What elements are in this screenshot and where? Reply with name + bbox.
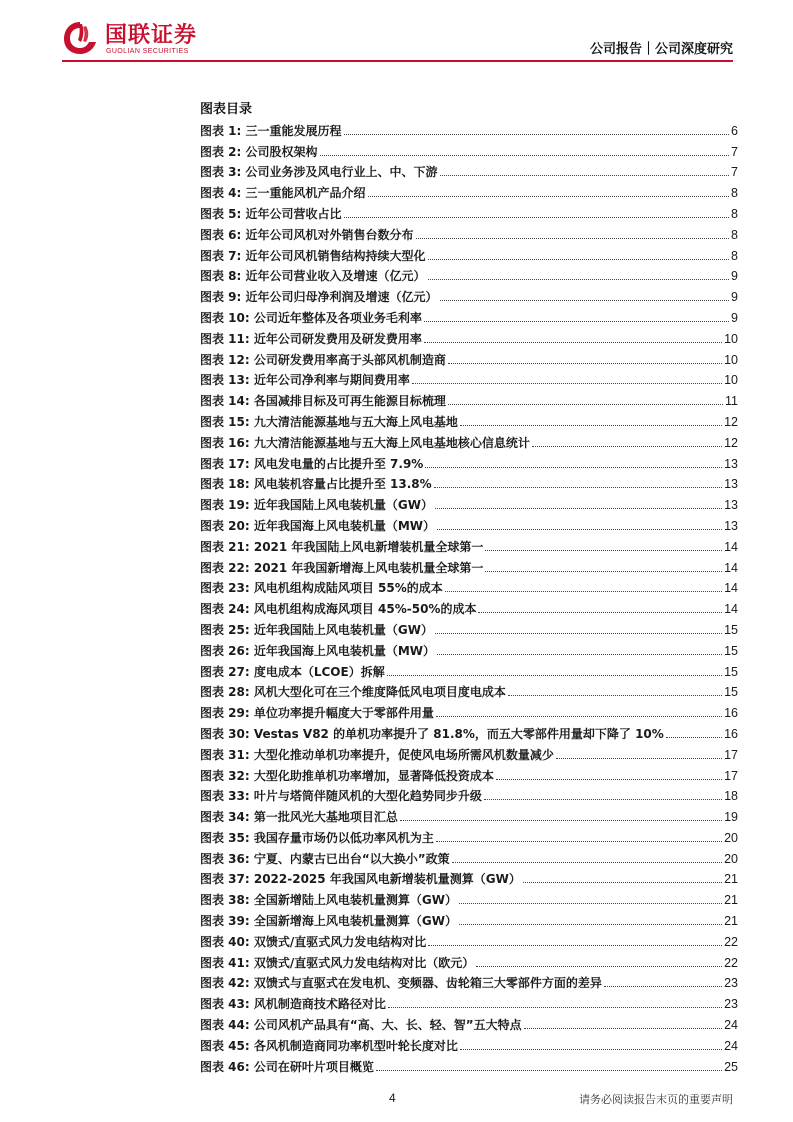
toc-entry-label: 图表 35: 我国存量市场仍以低功率风机为主 <box>200 830 434 845</box>
toc-entry-page: 14 <box>724 602 738 617</box>
toc-entry[interactable] <box>200 430 738 451</box>
toc-dot-leader <box>532 446 722 447</box>
toc-entry-page: 15 <box>724 622 738 637</box>
toc-entry[interactable] <box>200 887 738 908</box>
toc-entry-page: 17 <box>724 768 738 783</box>
toc-entry-label: 图表 1: 三一重能发展历程 <box>200 123 342 138</box>
toc-entry[interactable] <box>200 596 738 617</box>
footer-disclaimer: 请务必阅读报告末页的重要声明 <box>579 1093 733 1106</box>
toc-dot-leader <box>428 259 730 260</box>
toc-entry[interactable] <box>200 991 738 1012</box>
toc-entry-label: 图表 10: 公司近年整体及各项业务毛利率 <box>200 310 422 325</box>
toc-entry-label: 图表 31: 大型化推动单机功率提升，促使风电场所需风机数量减少 <box>200 747 554 762</box>
toc-dot-leader <box>344 217 730 218</box>
toc-entry[interactable] <box>200 576 738 597</box>
toc-entry-page: 6 <box>731 123 738 138</box>
toc-dot-leader <box>440 300 730 301</box>
toc-dot-leader <box>437 529 722 530</box>
logo-chinese-name: 国联证券 <box>105 23 198 48</box>
toc-entry[interactable] <box>200 908 738 929</box>
toc-entry-label: 图表 26: 近年我国海上风电装机量（MW） <box>200 643 436 658</box>
toc-entry[interactable] <box>200 409 738 430</box>
toc-entry-label: 图表 12: 公司研发费用率高于头部风机制造商 <box>200 352 446 367</box>
toc-dot-leader <box>478 612 722 613</box>
toc-entry[interactable] <box>200 659 738 680</box>
toc-entry-page: 15 <box>724 685 738 700</box>
toc-dot-leader <box>484 799 722 800</box>
toc-dot-leader <box>437 654 722 655</box>
toc-dot-leader <box>425 467 722 468</box>
toc-entry[interactable] <box>200 368 738 389</box>
toc-entry-label: 图表 43: 风机制造商技术路径对比 <box>200 997 386 1012</box>
toc-entry-label: 图表 38: 全国新增陆上风电装机量测算（GW） <box>200 893 457 908</box>
toc-dot-leader <box>416 238 730 239</box>
toc-entry[interactable] <box>200 305 738 326</box>
toc-entry[interactable] <box>200 763 738 784</box>
toc-entry[interactable] <box>200 1054 738 1075</box>
toc-entry-page: 12 <box>724 414 738 429</box>
toc-entry-page: 23 <box>724 997 738 1012</box>
toc-entry[interactable] <box>200 326 738 347</box>
toc-entry-page: 10 <box>724 373 738 388</box>
toc-entry[interactable] <box>200 867 738 888</box>
toc-entry[interactable] <box>200 1012 738 1033</box>
page-number: 4 <box>389 1091 396 1105</box>
toc-dot-leader <box>320 155 730 156</box>
toc-entry[interactable] <box>200 201 738 222</box>
toc-dot-leader <box>428 945 722 946</box>
toc-dot-leader <box>556 758 722 759</box>
toc-entry-page: 9 <box>731 269 738 284</box>
toc-entry[interactable] <box>200 617 738 638</box>
toc-entry-page: 21 <box>724 914 738 929</box>
toc-entry-page: 11 <box>725 394 738 409</box>
toc-entry-label: 图表 42: 双馈式与直驱式在发电机、变频器、齿轮箱三大零部件方面的差异 <box>200 976 602 991</box>
report-type-label: 公司报告｜公司深度研究 <box>589 42 733 57</box>
toc-dot-leader <box>388 1007 722 1008</box>
toc-entry-page: 7 <box>731 144 738 159</box>
toc-entry-label: 图表 9: 近年公司归母净利润及增速（亿元） <box>200 290 438 305</box>
toc-entry-page: 8 <box>731 248 738 263</box>
toc-dot-leader <box>428 279 730 280</box>
toc-dot-leader <box>424 321 729 322</box>
toc-entry-page: 13 <box>724 498 738 513</box>
toc-entry[interactable] <box>200 388 738 409</box>
toc-entry-label: 图表 39: 全国新增海上风电装机量测算（GW） <box>200 914 457 929</box>
toc-dot-leader <box>460 425 722 426</box>
guolian-logo-icon <box>62 20 98 56</box>
toc-entry-label: 图表 19: 近年我国陆上风电装机量（GW） <box>200 498 433 513</box>
toc-entry-label: 图表 44: 公司风机产品具有“高、大、长、轻、智”五大特点 <box>200 1018 522 1033</box>
toc-entry-label: 图表 34: 第一批风光大基地项目汇总 <box>200 810 398 825</box>
toc-entry-label: 图表 17: 风电发电量的占比提升至 7.9% <box>200 456 424 471</box>
toc-entry-label: 图表 36: 宁夏、内蒙古已出台“以大换小”政策 <box>200 851 450 866</box>
toc-dot-leader <box>485 571 722 572</box>
toc-entry-label: 图表 15: 九大清洁能源基地与五大海上风电基地 <box>200 414 458 429</box>
toc-dot-leader <box>400 820 722 821</box>
toc-dot-leader <box>459 903 722 904</box>
toc-entry-label: 图表 11: 近年公司研发费用及研发费用率 <box>200 331 422 346</box>
toc-dot-leader <box>436 716 722 717</box>
toc-dot-leader <box>376 1070 722 1071</box>
toc-dot-leader <box>436 841 722 842</box>
toc-entry-label: 图表 24: 风电机组构成海风项目 45%-50%的成本 <box>200 602 477 617</box>
toc-entry-page: 13 <box>724 518 738 533</box>
toc-dot-leader <box>445 591 722 592</box>
toc-entry[interactable] <box>200 139 738 160</box>
toc-entry[interactable] <box>200 825 738 846</box>
toc-entry-page: 14 <box>724 560 738 575</box>
toc-entry-page: 21 <box>724 893 738 908</box>
toc-entry[interactable] <box>200 180 738 201</box>
toc-entry-label: 图表 30: Vestas V82 的单机功率提升了 81.8%，而五大零部件用量却下降了 10% <box>200 726 664 741</box>
toc-entry-label: 图表 6: 近年公司风机对外销售台数分布 <box>200 227 414 242</box>
toc-list <box>200 118 738 1075</box>
toc-entry[interactable] <box>200 804 738 825</box>
toc-entry-page: 20 <box>724 830 738 845</box>
toc-entry-label: 图表 27: 度电成本（LCOE）拆解 <box>200 664 385 679</box>
toc-dot-leader <box>496 779 722 780</box>
toc-entry-label: 图表 25: 近年我国陆上风电装机量（GW） <box>200 622 433 637</box>
toc-dot-leader <box>452 862 722 863</box>
toc-entry[interactable] <box>200 472 738 493</box>
toc-entry-page: 22 <box>724 934 738 949</box>
toc-dot-leader <box>485 550 722 551</box>
toc-dot-leader <box>448 404 723 405</box>
toc-dot-leader <box>412 383 722 384</box>
toc-entry[interactable] <box>200 243 738 264</box>
toc-entry-label: 图表 3: 公司业务涉及风电行业上、中、下游 <box>200 165 438 180</box>
toc-entry-page: 20 <box>724 851 738 866</box>
toc-entry-label: 图表 37: 2022-2025 年我国风电新增装机量测算（GW） <box>200 872 521 887</box>
toc-entry[interactable] <box>200 492 738 513</box>
toc-dot-leader <box>424 342 722 343</box>
toc-entry-page: 25 <box>724 1059 738 1074</box>
toc-entry-page: 15 <box>724 664 738 679</box>
toc-entry[interactable] <box>200 534 738 555</box>
toc-entry-page: 13 <box>724 477 738 492</box>
toc-entry-label: 图表 8: 近年公司营业收入及增速（亿元） <box>200 269 426 284</box>
toc-entry-label: 图表 28: 风机大型化可在三个维度降低风电项目度电成本 <box>200 685 506 700</box>
toc-entry-label: 图表 45: 各风机制造商同功率机型叶轮长度对比 <box>200 1038 458 1053</box>
toc-entry-page: 18 <box>724 789 738 804</box>
toc-entry-page: 19 <box>724 810 738 825</box>
header-divider <box>62 60 733 62</box>
toc-dot-leader <box>666 737 722 738</box>
toc-entry[interactable] <box>200 513 738 534</box>
toc-entry[interactable] <box>200 118 738 139</box>
toc-dot-leader <box>387 675 722 676</box>
toc-dot-leader <box>448 363 722 364</box>
toc-entry-page: 9 <box>731 310 738 325</box>
toc-dot-leader <box>476 966 722 967</box>
toc-entry[interactable] <box>200 555 738 576</box>
toc-entry[interactable] <box>200 784 738 805</box>
toc-entry[interactable] <box>200 846 738 867</box>
toc-dot-leader <box>460 1049 722 1050</box>
toc-dot-leader <box>435 633 722 634</box>
toc-entry-page: 8 <box>731 186 738 201</box>
toc-dot-leader <box>508 695 722 696</box>
toc-entry-page: 8 <box>731 206 738 221</box>
toc-entry-page: 14 <box>724 581 738 596</box>
toc-entry-label: 图表 20: 近年我国海上风电装机量（MW） <box>200 518 436 533</box>
toc-entry-label: 图表 29: 单位功率提升幅度大于零部件用量 <box>200 706 434 721</box>
page-header <box>0 0 793 62</box>
toc-entry-page: 17 <box>724 747 738 762</box>
toc-entry-label: 图表 7: 近年公司风机销售结构持续大型化 <box>200 248 426 263</box>
toc-entry[interactable] <box>200 700 738 721</box>
toc-entry-page: 21 <box>724 872 738 887</box>
toc-entry-label: 图表 41: 双馈式/直驱式风力发电结构对比（欧元） <box>200 955 475 970</box>
toc-entry-label: 图表 32: 大型化助推单机功率增加，显著降低投资成本 <box>200 768 494 783</box>
toc-entry[interactable] <box>200 264 738 285</box>
toc-title: 图表目录 <box>200 102 253 117</box>
toc-entry-label: 图表 22: 2021 年我国新增海上风电装机量全球第一 <box>200 560 484 575</box>
toc-entry[interactable] <box>200 451 738 472</box>
toc-entry-label: 图表 13: 近年公司净利率与期间费用率 <box>200 373 410 388</box>
toc-entry-page: 10 <box>724 352 738 367</box>
toc-entry-page: 24 <box>724 1038 738 1053</box>
toc-entry[interactable] <box>200 222 738 243</box>
toc-entry-page: 16 <box>724 706 738 721</box>
toc-entry-label: 图表 5: 近年公司营收占比 <box>200 206 342 221</box>
toc-entry-page: 9 <box>731 290 738 305</box>
toc-entry[interactable] <box>200 742 738 763</box>
toc-dot-leader <box>434 487 722 488</box>
toc-entry-page: 23 <box>724 976 738 991</box>
toc-entry-page: 22 <box>724 955 738 970</box>
toc-entry-page: 10 <box>724 331 738 346</box>
toc-entry-label: 图表 4: 三一重能风机产品介绍 <box>200 186 366 201</box>
toc-dot-leader <box>368 196 730 197</box>
toc-dot-leader <box>440 175 730 176</box>
toc-dot-leader <box>435 508 722 509</box>
toc-entry-label: 图表 40: 双馈式/直驱式风力发电结构对比 <box>200 934 427 949</box>
toc-entry-page: 16 <box>724 726 738 741</box>
toc-dot-leader <box>524 1028 722 1029</box>
toc-entry-page: 24 <box>724 1018 738 1033</box>
toc-entry-page: 13 <box>724 456 738 471</box>
toc-entry-label: 图表 46: 公司在研叶片项目概览 <box>200 1059 374 1074</box>
toc-entry-page: 7 <box>731 165 738 180</box>
toc-entry-label: 图表 16: 九大清洁能源基地与五大海上风电基地核心信息统计 <box>200 435 530 450</box>
toc-dot-leader <box>459 924 722 925</box>
toc-entry[interactable] <box>200 721 738 742</box>
toc-entry-label: 图表 2: 公司股权架构 <box>200 144 318 159</box>
toc-entry[interactable] <box>200 347 738 368</box>
toc-entry-label: 图表 21: 2021 年我国陆上风电新增装机量全球第一 <box>200 539 484 554</box>
toc-entry-page: 12 <box>724 435 738 450</box>
logo-english-name: GUOLIAN SECURITIES <box>106 48 189 55</box>
toc-entry-page: 15 <box>724 643 738 658</box>
toc-entry[interactable] <box>200 971 738 992</box>
toc-entry-label: 图表 14: 各国减排目标及可再生能源目标梳理 <box>200 394 446 409</box>
toc-dot-leader <box>604 986 722 987</box>
toc-dot-leader <box>523 882 722 883</box>
toc-dot-leader <box>344 134 730 135</box>
toc-entry[interactable] <box>200 638 738 659</box>
toc-entry[interactable] <box>200 1033 738 1054</box>
toc-entry-page: 14 <box>724 539 738 554</box>
toc-entry-page: 8 <box>731 227 738 242</box>
toc-entry[interactable] <box>200 929 738 950</box>
toc-entry-label: 图表 23: 风电机组构成陆风项目 55%的成本 <box>200 581 443 596</box>
toc-entry[interactable] <box>200 950 738 971</box>
toc-entry[interactable] <box>200 680 738 701</box>
toc-entry-label: 图表 33: 叶片与塔筒伴随风机的大型化趋势同步升级 <box>200 789 482 804</box>
toc-entry-label: 图表 18: 风电装机容量占比提升至 13.8% <box>200 477 432 492</box>
toc-entry[interactable] <box>200 284 738 305</box>
toc-entry[interactable] <box>200 160 738 181</box>
